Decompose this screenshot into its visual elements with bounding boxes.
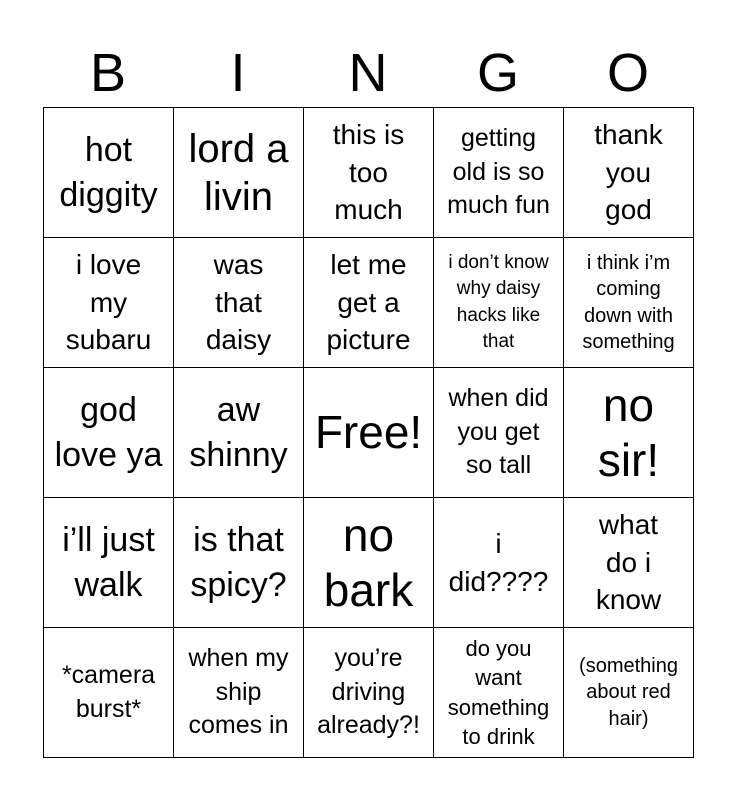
bingo-board (43, 107, 694, 758)
bingo-cell-r3c2[interactable] (174, 368, 304, 498)
bingo-cell-r1c2[interactable] (174, 108, 304, 238)
bingo-cell-r3c4[interactable] (434, 368, 564, 498)
cell-label: this is too much (332, 118, 405, 226)
bingo-cell-r3c1[interactable] (44, 368, 174, 498)
bingo-header (43, 40, 693, 106)
bingo-cell-free[interactable] (304, 368, 434, 498)
cell-label: thank you god (594, 118, 663, 226)
bingo-cell-r1c1[interactable] (44, 108, 174, 238)
bingo-cell-r2c1[interactable] (44, 238, 174, 368)
cell-label: i don’t know why daisy hacks like that (448, 252, 549, 352)
bingo-cell-r4c4[interactable] (434, 498, 564, 628)
cell-label: was that daisy (205, 248, 272, 356)
cell-label: aw shinny (189, 391, 288, 474)
cell-label: hot diggity (59, 131, 158, 214)
cell-label: i think i’m coming down with something (582, 251, 675, 353)
cell-label: when my ship comes in (188, 643, 289, 740)
bingo-cell-r4c5[interactable] (564, 498, 694, 628)
bingo-cell-r5c4[interactable] (434, 628, 564, 758)
cell-label: *camera burst* (61, 660, 156, 723)
bingo-cell-r1c5[interactable] (564, 108, 694, 238)
cell-label: god love ya (54, 391, 163, 474)
bingo-cell-r5c2[interactable] (174, 628, 304, 758)
cell-label: getting old is so much fun (447, 123, 550, 220)
bingo-cell-r4c1[interactable] (44, 498, 174, 628)
bingo-cell-r5c1[interactable] (44, 628, 174, 758)
bingo-cell-r2c5[interactable] (564, 238, 694, 368)
cell-label: do you want something to drink (447, 636, 550, 749)
cell-label: no bark (323, 509, 414, 616)
cell-label: you’re driving already?! (317, 643, 420, 740)
bingo-cell-r2c2[interactable] (174, 238, 304, 368)
bingo-cell-r1c4[interactable] (434, 108, 564, 238)
cell-label: when did you get so tall (448, 383, 549, 480)
cell-label: i love my subaru (65, 248, 152, 356)
header-letter-i: I (230, 43, 246, 103)
header-letter-o: O (606, 43, 649, 103)
cell-label: (something about red hair) (579, 654, 678, 730)
header-letter-b: B (89, 43, 127, 103)
bingo-cell-r2c3[interactable] (304, 238, 434, 368)
cell-label: what do i know (595, 508, 662, 616)
cell-label: let me get a picture (326, 248, 411, 356)
bingo-cell-r4c2[interactable] (174, 498, 304, 628)
bingo-cell-r5c5[interactable] (564, 628, 694, 758)
bingo-cell-r4c3[interactable] (304, 498, 434, 628)
bingo-cell-r3c5[interactable] (564, 368, 694, 498)
bingo-cell-r1c3[interactable] (304, 108, 434, 238)
cell-label: lord a livin (188, 126, 289, 219)
free-space-label: Free! (314, 406, 423, 459)
cell-label: i did???? (448, 527, 549, 597)
header-letter-n: N (348, 43, 388, 103)
cell-label: i’ll just walk (62, 521, 155, 604)
bingo-cell-r2c4[interactable] (434, 238, 564, 368)
header-letter-g: G (476, 43, 519, 103)
bingo-cell-r5c3[interactable] (304, 628, 434, 758)
cell-label: is that spicy? (190, 521, 287, 604)
cell-label: no sir! (597, 379, 660, 486)
